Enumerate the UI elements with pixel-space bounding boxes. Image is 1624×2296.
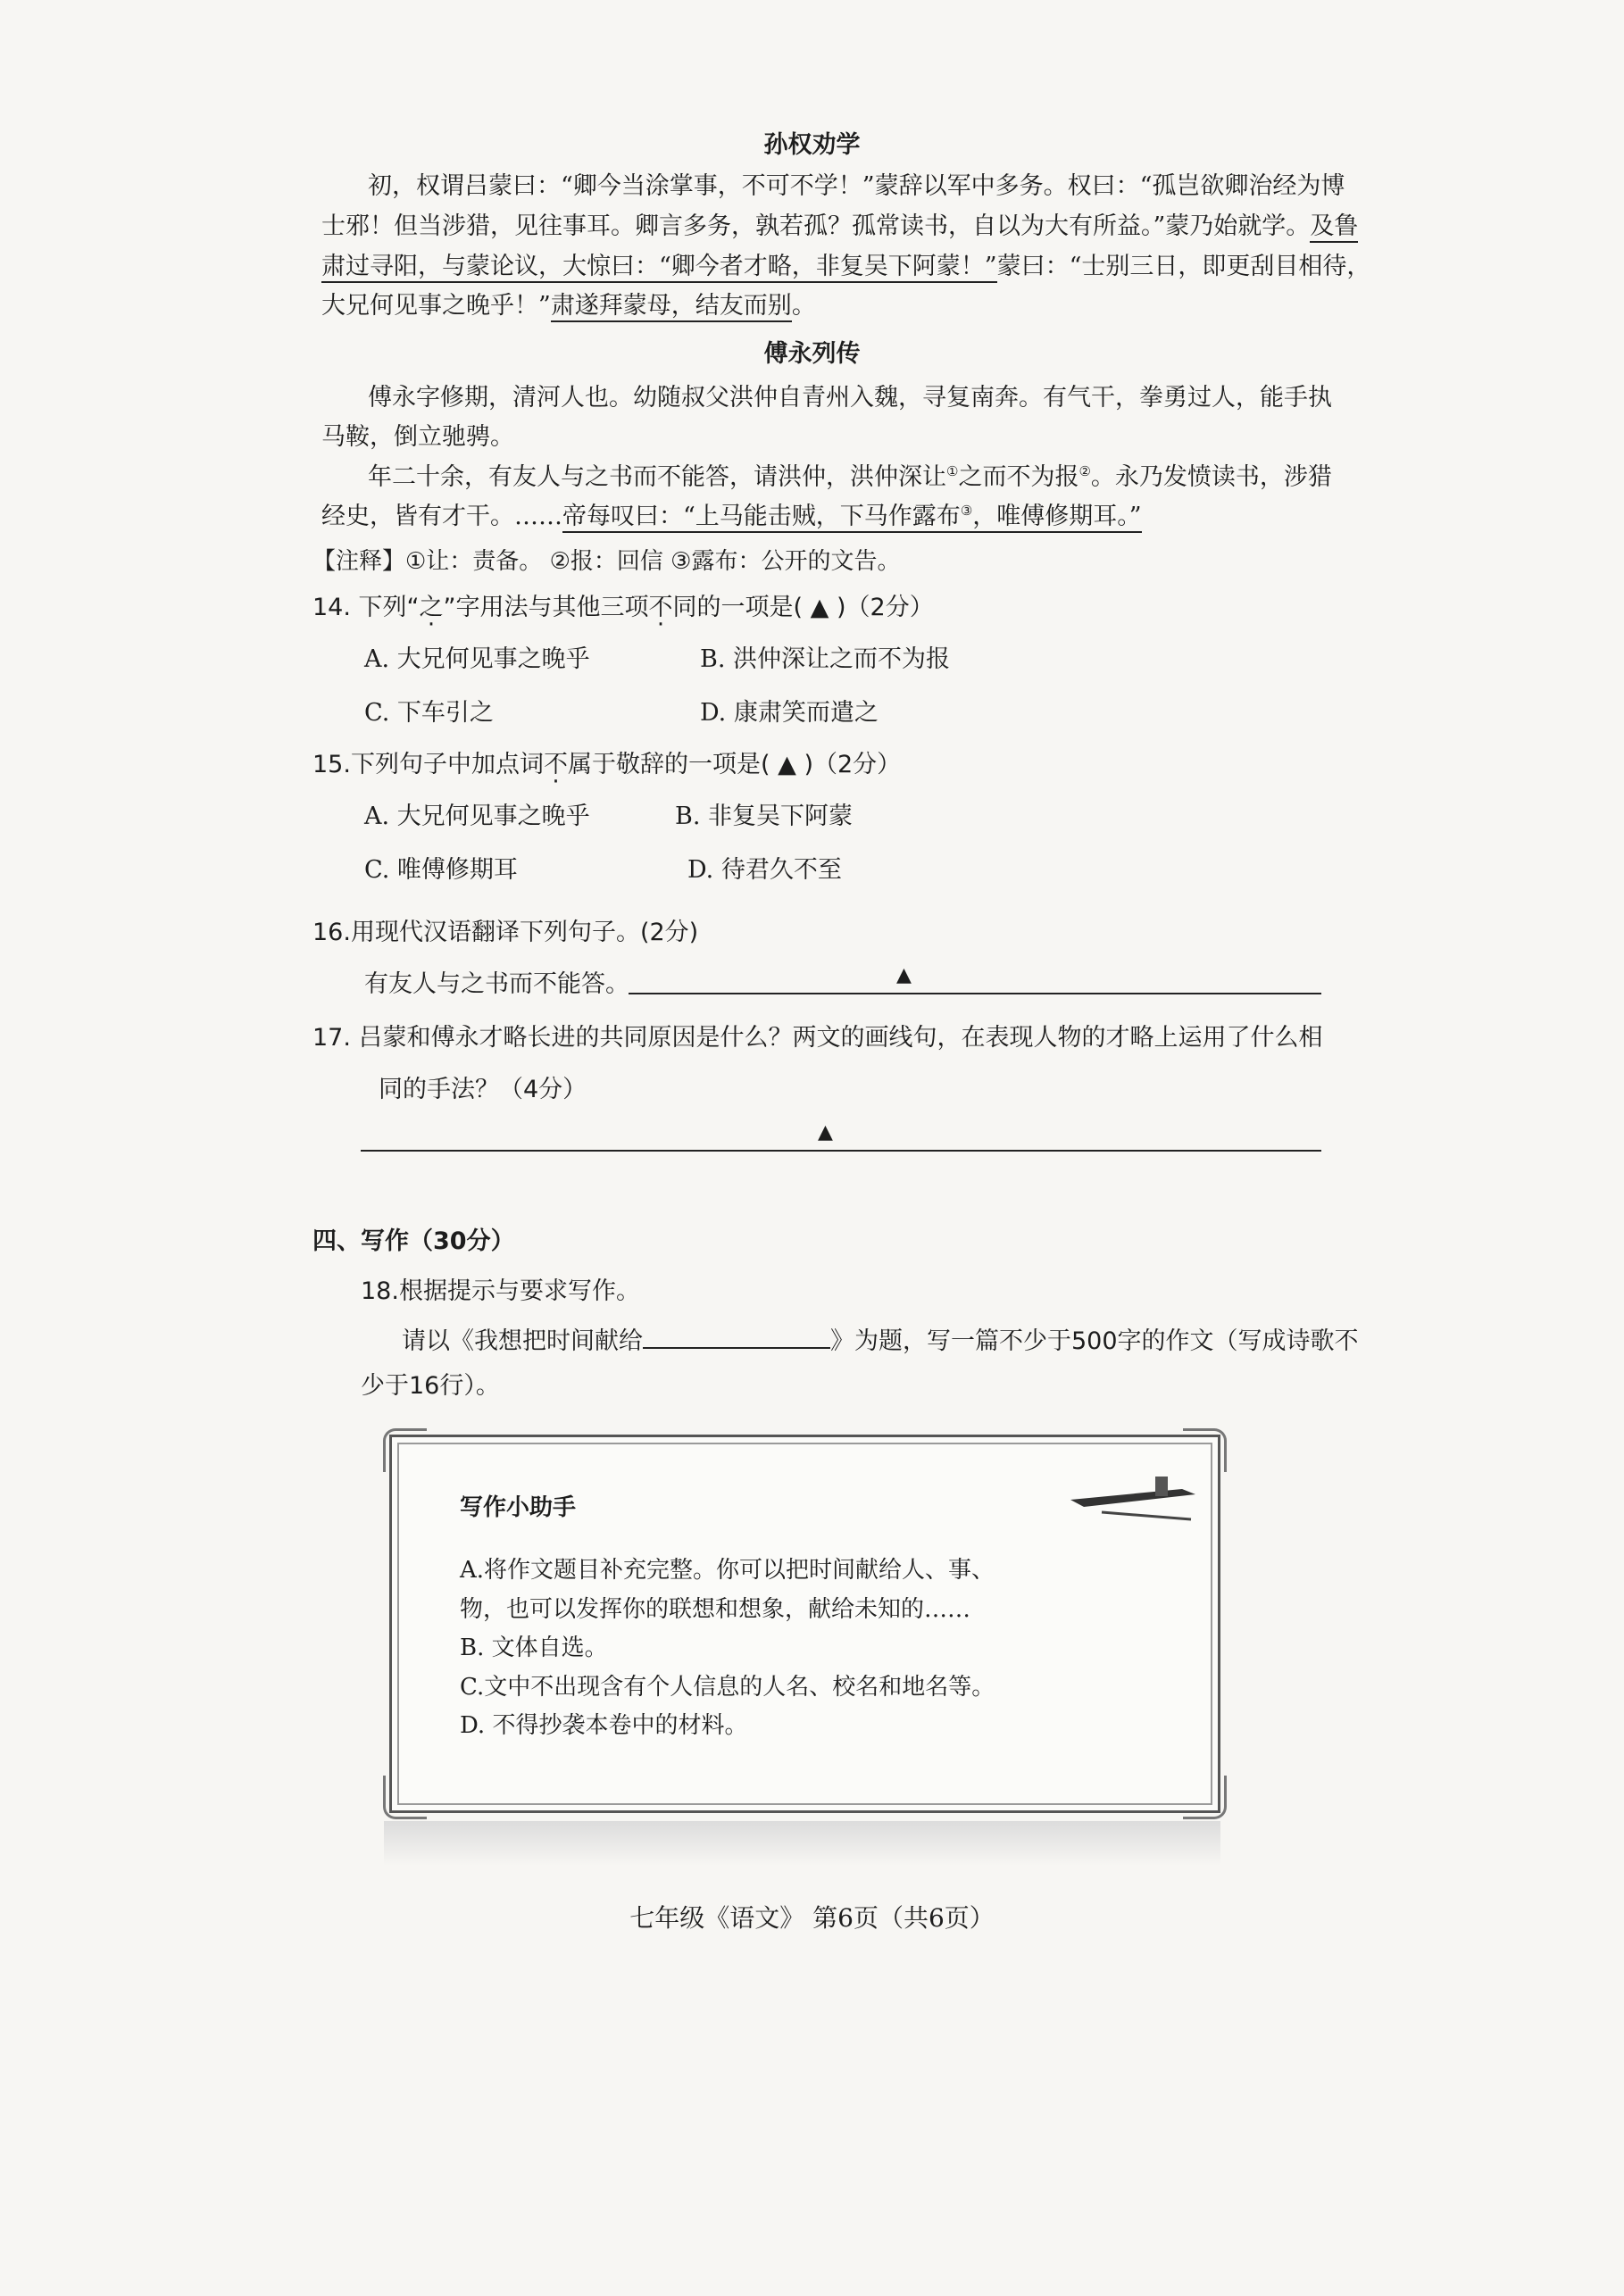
q18-prompt-end: 少于16行）。: [361, 1372, 500, 1400]
title-blank[interactable]: [643, 1327, 830, 1349]
q18-prompt: [402, 1321, 1359, 1356]
q17-answer-line[interactable]: [361, 1150, 1321, 1152]
helper-item-b: B. 文体自选。: [460, 1635, 608, 1661]
helper-item-d: D. 不得抄袭本卷中的材料。: [460, 1712, 748, 1739]
helper-title: 写作小助手: [460, 1494, 577, 1521]
q14-option-a: A. 大兄何见事之晚乎: [364, 645, 590, 673]
notes: 【注释】①让：责备。 ②报：回信 ③露布：公开的文告。: [312, 548, 901, 575]
q17-line-1: 17. 吕蒙和傅永才略长进的共同原因是什么？两文的画线句，在表现人物的才略上运用了什么相: [312, 1024, 1323, 1052]
q15-option-d: D. 待君久不至: [687, 856, 842, 884]
q17-line-2: 同的手法？（4分）: [379, 1076, 587, 1103]
q14-stem-c: ”字用法与其他三项: [443, 594, 649, 621]
passage2-line-2: 马鞍，倒立驰骋。: [321, 423, 514, 451]
q14-answer-triangle: ▲: [810, 594, 829, 621]
q14-dotted-bu: 不: [648, 594, 673, 621]
passage2-title: 傅永列传: [763, 340, 861, 368]
ornament-corner-icon: [383, 1776, 427, 1819]
passage1-title: 孙权劝学: [763, 131, 861, 159]
q15-dotted-bu: 不: [543, 751, 568, 778]
passage2-line-4-text: 经史，皆有才干。……: [321, 503, 562, 530]
q15-stem-d: )（2分）: [804, 751, 902, 778]
footnote-ref-3: ③: [960, 503, 973, 519]
passage1-line-2: [321, 206, 1358, 241]
q15-stem: [312, 745, 901, 779]
footnote-ref-2: ②: [1079, 463, 1091, 479]
passage2-underlined-b: ，唯傅修期耳。”: [972, 503, 1142, 530]
passage2-line-3: [368, 457, 1332, 492]
q14-stem: [312, 587, 934, 622]
q15-option-b: B. 非复吴下阿蒙: [675, 803, 854, 830]
q16-stem: 16.用现代汉语翻译下列句子。(2分): [312, 919, 699, 946]
passage1-line-4-end: 。: [791, 292, 816, 320]
q15-option-a: A. 大兄何见事之晚乎: [364, 803, 590, 830]
ornament-corner-icon: [1183, 1776, 1227, 1819]
passage2-underlined-a: 帝每叹曰：“上马能击贼，下马作露布: [562, 503, 961, 530]
ornament-corner-icon: [383, 1428, 427, 1472]
passage1-line-1: 初，权谓吕蒙曰：“卿今当涂掌事，不可不学！”蒙辞以军中多务。权曰：“孤岂欲卿治经为博: [368, 172, 1345, 200]
q17-answer-triangle: ▲: [818, 1121, 833, 1144]
q16-answer-line[interactable]: [629, 993, 1321, 994]
passage2-underlined: [562, 503, 1142, 533]
q14-dotted-zhi: 之: [419, 594, 444, 621]
q16-sentence: 有友人与之书而不能答。: [364, 970, 629, 998]
pen-on-stand-icon: [1066, 1473, 1200, 1527]
q14-option-d: D. 康肃笑而遣之: [700, 699, 879, 727]
passage1-underlined-1b: 肃过寻阳，与蒙论议，大惊曰：“卿今者才略，非复吴下阿蒙！”: [321, 253, 997, 283]
helper-item-a-1: A.将作文题目补充完整。你可以把时间献给人、事、: [460, 1557, 995, 1584]
helper-box-shadow: [384, 1821, 1220, 1866]
passage2-line-3-b: 之而不为报: [958, 463, 1079, 491]
q16-answer-triangle: ▲: [896, 964, 912, 986]
passage2-line-4: [321, 496, 1142, 531]
passage2-line-3-c: 。永乃发愤读书，涉猎: [1090, 463, 1332, 491]
q14-option-c: C. 下车引之: [364, 699, 494, 727]
q15-answer-triangle: ▲: [778, 751, 796, 778]
q18-stem: 18.根据提示与要求写作。: [361, 1277, 640, 1305]
q14-stem-e: 同的一项是(: [672, 594, 804, 621]
passage1-underlined-1a: 及鲁: [1310, 212, 1358, 243]
ornament-corner-icon: [1183, 1428, 1227, 1472]
passage1-line-3: [321, 246, 1370, 281]
helper-item-c: C.文中不出现含有个人信息的人名、校名和地名等。: [460, 1674, 995, 1701]
q15-stem-c: 属于敬辞的一项是(: [567, 751, 770, 778]
passage2-line-3-a: 年二十余，有友人与之书而不能答，请洪仲，洪仲深让: [368, 463, 946, 491]
passage1-line-4-text: 大兄何见事之晚乎！”: [321, 292, 551, 320]
passage1-line-2-text: 士邪！但当涉猎，见往事耳。卿言多务，孰若孤？孤常读书，自以为大有所益。”蒙乃始就学。: [321, 212, 1311, 240]
q14-option-b: B. 洪仲深让之而不为报: [700, 645, 951, 673]
passage1-underlined-2: 肃遂拜蒙母，结友而别: [551, 292, 792, 322]
section4-heading: 四、写作（30分）: [312, 1227, 515, 1255]
passage1-line-4: [321, 286, 816, 320]
helper-item-a-2: 物，也可以发挥你的联想和想象，献给未知的……: [460, 1596, 971, 1623]
passage1-line-3-text: 蒙曰：“士别三日，即更刮目相待，: [996, 253, 1371, 280]
q14-stem-a: 14. 下列“: [312, 594, 420, 621]
passage2-line-1: 傅永字修期，清河人也。幼随叔父洪仲自青州入魏，寻复南奔。有气干，拳勇过人，能手执: [368, 384, 1332, 412]
writing-helper-box: [389, 1435, 1220, 1813]
q15-stem-a: 15.下列句子中加点词: [312, 751, 544, 778]
q15-option-c: C. 唯傅修期耳: [364, 856, 518, 884]
q14-stem-f: )（2分）: [837, 594, 934, 621]
q18-prompt-b: 》为题，写一篇不少于500字的作文（写成诗歌不: [830, 1327, 1359, 1355]
footnote-ref-1: ①: [946, 463, 959, 479]
page-footer: 七年级《语文》 第6页（共6页）: [629, 1903, 995, 1933]
q18-prompt-a: 请以《我想把时间献给: [402, 1327, 643, 1355]
